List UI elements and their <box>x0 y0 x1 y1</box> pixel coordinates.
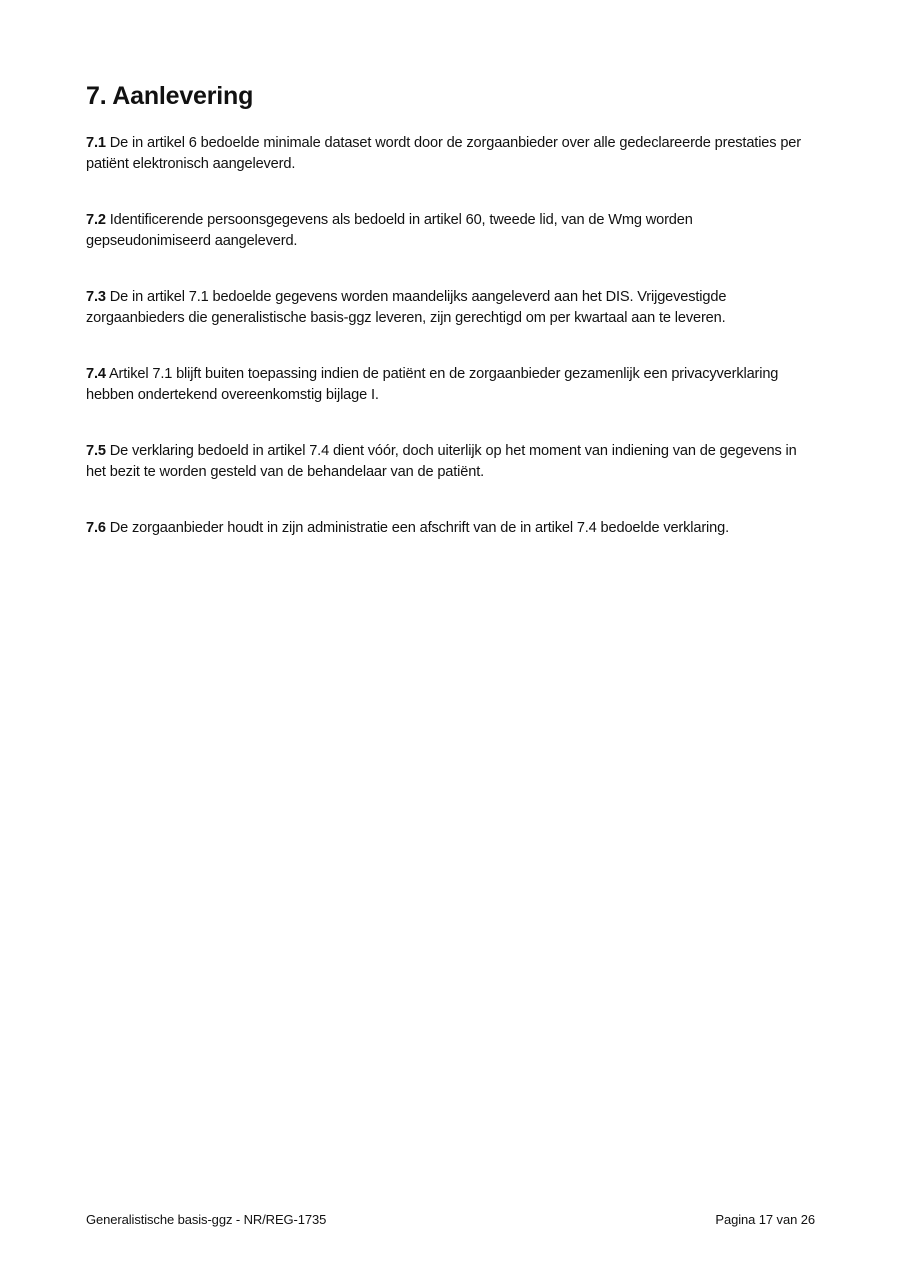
article-7-6 <box>86 518 806 539</box>
article-number: 7.3 <box>86 289 106 305</box>
article-list <box>86 133 806 574</box>
footer-document-title: Generalistische basis-ggz - NR/REG-1735 <box>86 1212 327 1227</box>
article-text: Identificerende persoonsgegevens als bedoeld in artikel 60, tweede lid, van de Wmg worden gepseudonimiseerd aangeleverd. <box>86 212 693 249</box>
article-text: De in artikel 6 bedoelde minimale dataset wordt door de zorgaanbieder over alle gedeclareerde prestaties per patiënt elektronisch aangeleverd. <box>86 135 801 172</box>
article-7-3 <box>86 287 806 329</box>
article-number: 7.2 <box>86 212 106 228</box>
article-number: 7.1 <box>86 135 106 151</box>
article-7-1 <box>86 133 806 175</box>
article-number: 7.5 <box>86 443 106 459</box>
article-text: De verklaring bedoeld in artikel 7.4 dient vóór, doch uiterlijk op het moment van indiening van de gegevens in het bezit te worden gesteld van de behandelaar van de patiënt. <box>86 443 797 480</box>
article-text: De in artikel 7.1 bedoelde gegevens worden maandelijks aangeleverd aan het DIS. Vrijgevestigde zorgaanbieders die generalistische basis-ggz leveren, zijn gerechtigd om per kwartaal aan te leveren. <box>86 289 727 326</box>
article-7-2 <box>86 210 806 252</box>
article-number: 7.6 <box>86 520 106 536</box>
article-number: 7.4 <box>86 366 106 382</box>
article-text: Artikel 7.1 blijft buiten toepassing indien de patiënt en de zorgaanbieder gezamenlijk een privacyverklaring hebben ondertekend overeenkomstig bijlage I. <box>86 366 779 403</box>
page-footer <box>86 1212 815 1227</box>
article-text: De zorgaanbieder houdt in zijn administratie een afschrift van de in artikel 7.4 bedoelde verklaring. <box>109 520 729 536</box>
footer-page-number: Pagina 17 van 26 <box>715 1212 815 1227</box>
article-7-5 <box>86 441 806 483</box>
article-7-4 <box>86 364 806 406</box>
section-heading: 7. Aanlevering <box>86 82 254 110</box>
